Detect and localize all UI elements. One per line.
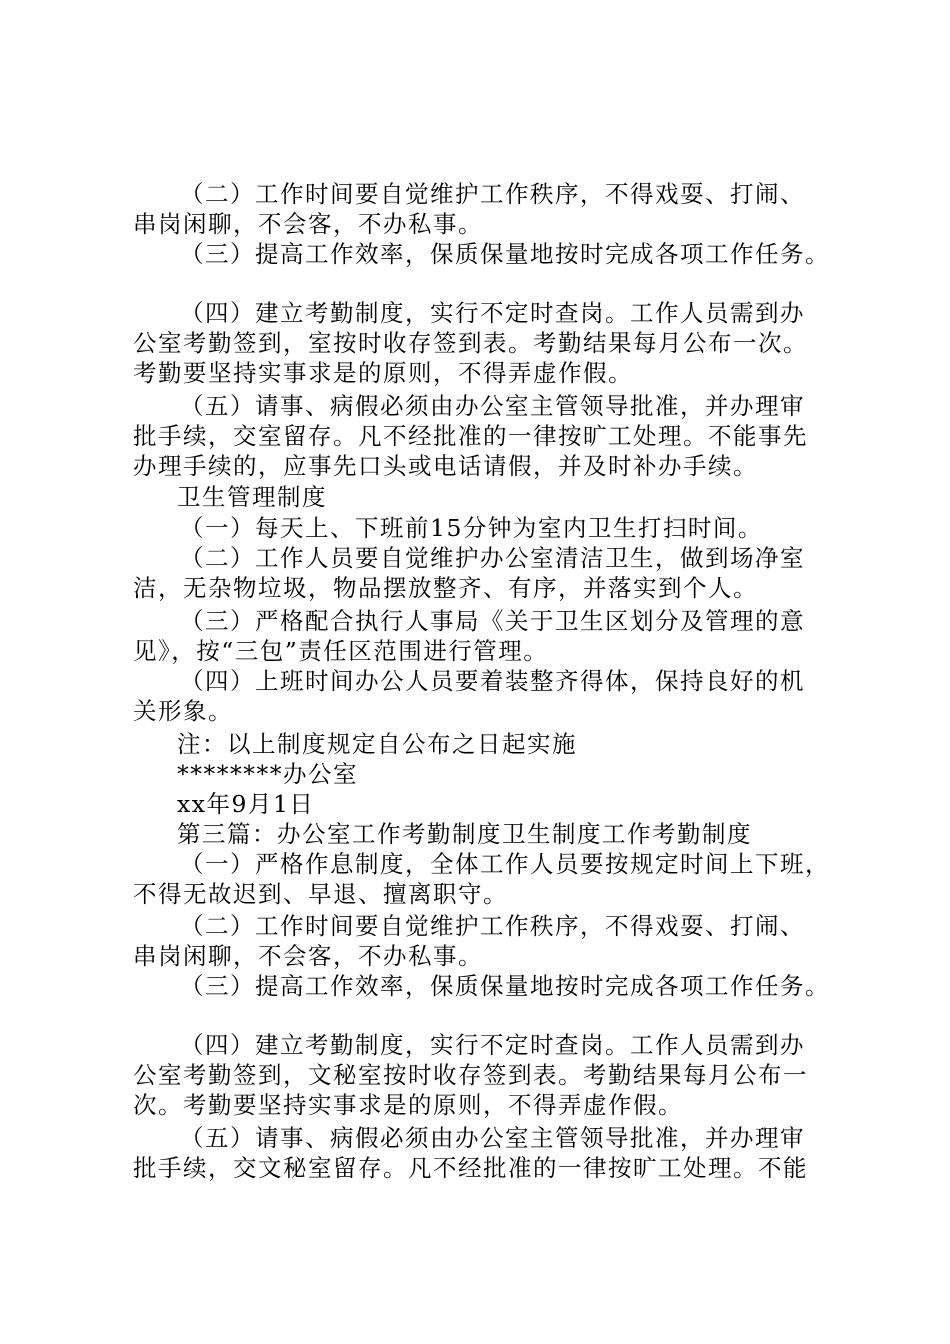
- paragraph-line: （四）建立考勤制度，实行不定时查岗。工作人员需到办: [180, 299, 805, 327]
- paragraph-line: 公室考勤签到，室按时收存签到表。考勤结果每月公布一次。: [133, 329, 808, 357]
- paragraph-line: （四）建立考勤制度，实行不定时查岗。工作人员需到办: [180, 1031, 805, 1059]
- paragraph-line: 不得无故迟到、早退、擅离职守。: [133, 880, 508, 908]
- signature-office: ********办公室: [177, 760, 358, 788]
- paragraph-line: 串岗闲聊，不会客，不办私事。: [133, 942, 483, 970]
- paragraph-line: （二）工作时间要自觉维护工作秩序，不得戏耍、打闹、: [180, 180, 805, 208]
- paragraph-line: 办理手续的，应事先口头或电话请假，并及时补办手续。: [133, 452, 758, 480]
- section-heading: 卫生管理制度: [177, 483, 327, 511]
- paragraph-line: （五）请事、病假必须由办公室主管领导批准，并办理审: [180, 392, 805, 420]
- paragraph-line: （一）每天上、下班前15分钟为室内卫生打扫时间。: [180, 514, 763, 542]
- paragraph-line: 洁，无杂物垃圾，物品摆放整齐、有序，并落实到个人。: [133, 574, 758, 602]
- paragraph-line: （二）工作人员要自觉维护办公室清洁卫生，做到场净室: [180, 544, 805, 572]
- paragraph-line: （三）提高工作效率，保质保量地按时完成各项工作任务。: [180, 240, 830, 268]
- paragraph-line: 批手续，交文秘室留存。凡不经批准的一律按旷工处理。不能: [133, 1154, 808, 1182]
- paragraph-line: 串岗闲聊，不会客，不办私事。: [133, 210, 483, 238]
- paragraph-line: 公室考勤签到，文秘室按时收存签到表。考勤结果每月公布一: [133, 1061, 808, 1089]
- paragraph-line: （四）上班时间办公人员要着装整齐得体，保持良好的机: [180, 667, 805, 695]
- signature-date: xx年9月1日: [177, 790, 315, 818]
- paragraph-line: 批手续，交室留存。凡不经批准的一律按旷工处理。不能事先: [133, 422, 808, 450]
- paragraph-line: （三）提高工作效率，保质保量地按时完成各项工作任务。: [180, 972, 830, 1000]
- chapter-title: 第三篇：办公室工作考勤制度卫生制度工作考勤制度: [177, 820, 752, 848]
- paragraph-line: 关形象。: [133, 697, 233, 725]
- paragraph-line: （一）严格作息制度，全体工作人员要按规定时间上下班，: [180, 850, 830, 878]
- paragraph-line: 次。考勤要坚持实事求是的原则，不得弄虚作假。: [133, 1091, 683, 1119]
- paragraph-line: （五）请事、病假必须由办公室主管领导批准，并办理审: [180, 1124, 805, 1152]
- paragraph-line: 考勤要坚持实事求是的原则，不得弄虚作假。: [133, 359, 633, 387]
- note-line: 注：以上制度规定自公布之日起实施: [177, 730, 577, 758]
- paragraph-line: （二）工作时间要自觉维护工作秩序，不得戏耍、打闹、: [180, 912, 805, 940]
- paragraph-line: 见》，按“三包”责任区范围进行管理。: [133, 637, 549, 665]
- paragraph-line: （三）严格配合执行人事局《关于卫生区划分及管理的意: [180, 607, 805, 635]
